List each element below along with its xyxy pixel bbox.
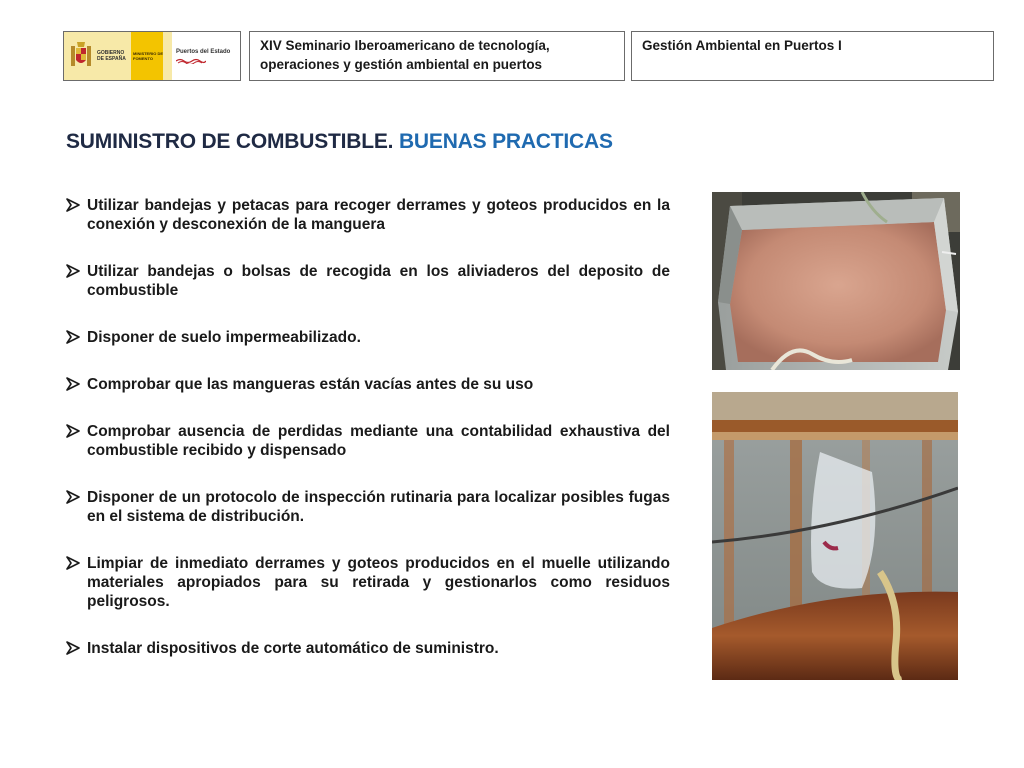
page-title bbox=[66, 130, 613, 154]
collection-bag-photo bbox=[712, 392, 958, 680]
bullet-text: Instalar dispositivos de corte automático de suministro. bbox=[87, 640, 499, 657]
bullet-item bbox=[66, 262, 670, 300]
absorbent-tray-photo bbox=[712, 192, 960, 370]
bullet-item bbox=[66, 422, 670, 460]
bullet-text: Utilizar bandejas y petacas para recoger derrames y goteos producidos en la conexión y desconexión de la manguera bbox=[87, 197, 670, 233]
gov-text: GOBIERNO DE ESPAÑA bbox=[97, 50, 126, 62]
ministry-badge bbox=[131, 32, 163, 80]
bullet-text: Limpiar de inmediato derrames y goteos producidos en el muelle utilizando materiales apropiados para su retirada y gestionarlos como residuos peligrosos. bbox=[87, 555, 670, 610]
arrow-bullet-icon bbox=[66, 422, 87, 438]
logo-box bbox=[63, 31, 241, 81]
arrow-bullet-icon bbox=[66, 375, 87, 391]
title-accent: BUENAS PRACTICAS bbox=[398, 130, 613, 153]
seminar-title-box bbox=[249, 31, 625, 81]
bullet-text: Comprobar ausencia de perdidas mediante una contabilidad exhaustiva del combustible recibido y dispensado bbox=[87, 423, 670, 459]
agency-logo bbox=[172, 32, 240, 80]
bullet-item bbox=[66, 196, 670, 234]
gov-logo bbox=[64, 32, 172, 80]
bullet-text: Utilizar bandejas o bolsas de recogida en los aliviaderos del deposito de combustible bbox=[87, 263, 670, 299]
bullet-item bbox=[66, 328, 670, 347]
bullet-item bbox=[66, 375, 670, 394]
arrow-bullet-icon bbox=[66, 262, 87, 278]
bullet-list bbox=[66, 196, 670, 658]
bullet-item bbox=[66, 488, 670, 526]
bullet-text: Disponer de suelo impermeabilizado. bbox=[87, 329, 361, 346]
section-title-box bbox=[631, 31, 994, 81]
seminar-title: XIV Seminario Iberoamericano de tecnología, operaciones y gestión ambiental en puertos bbox=[260, 38, 550, 72]
bullet-text: Disponer de un protocolo de inspección rutinaria para localizar posibles fugas en el sistema de distribución. bbox=[87, 489, 670, 525]
wave-icon bbox=[176, 58, 206, 64]
arrow-bullet-icon bbox=[66, 554, 87, 570]
arrow-bullet-icon bbox=[66, 488, 87, 504]
bullet-item bbox=[66, 554, 670, 611]
arrow-bullet-icon bbox=[66, 639, 87, 655]
ministry-text: MINISTERIO DE FOMENTO bbox=[133, 51, 164, 61]
section-title: Gestión Ambiental en Puertos I bbox=[642, 38, 842, 53]
bullet-text: Comprobar que las mangueras están vacías antes de su uso bbox=[87, 376, 534, 393]
coat-of-arms-icon bbox=[69, 40, 93, 72]
title-main: SUMINISTRO DE COMBUSTIBLE. bbox=[66, 130, 394, 153]
arrow-bullet-icon bbox=[66, 328, 87, 344]
agency-text: Puertos del Estado bbox=[176, 48, 231, 55]
bullet-item bbox=[66, 639, 670, 658]
arrow-bullet-icon bbox=[66, 196, 87, 212]
